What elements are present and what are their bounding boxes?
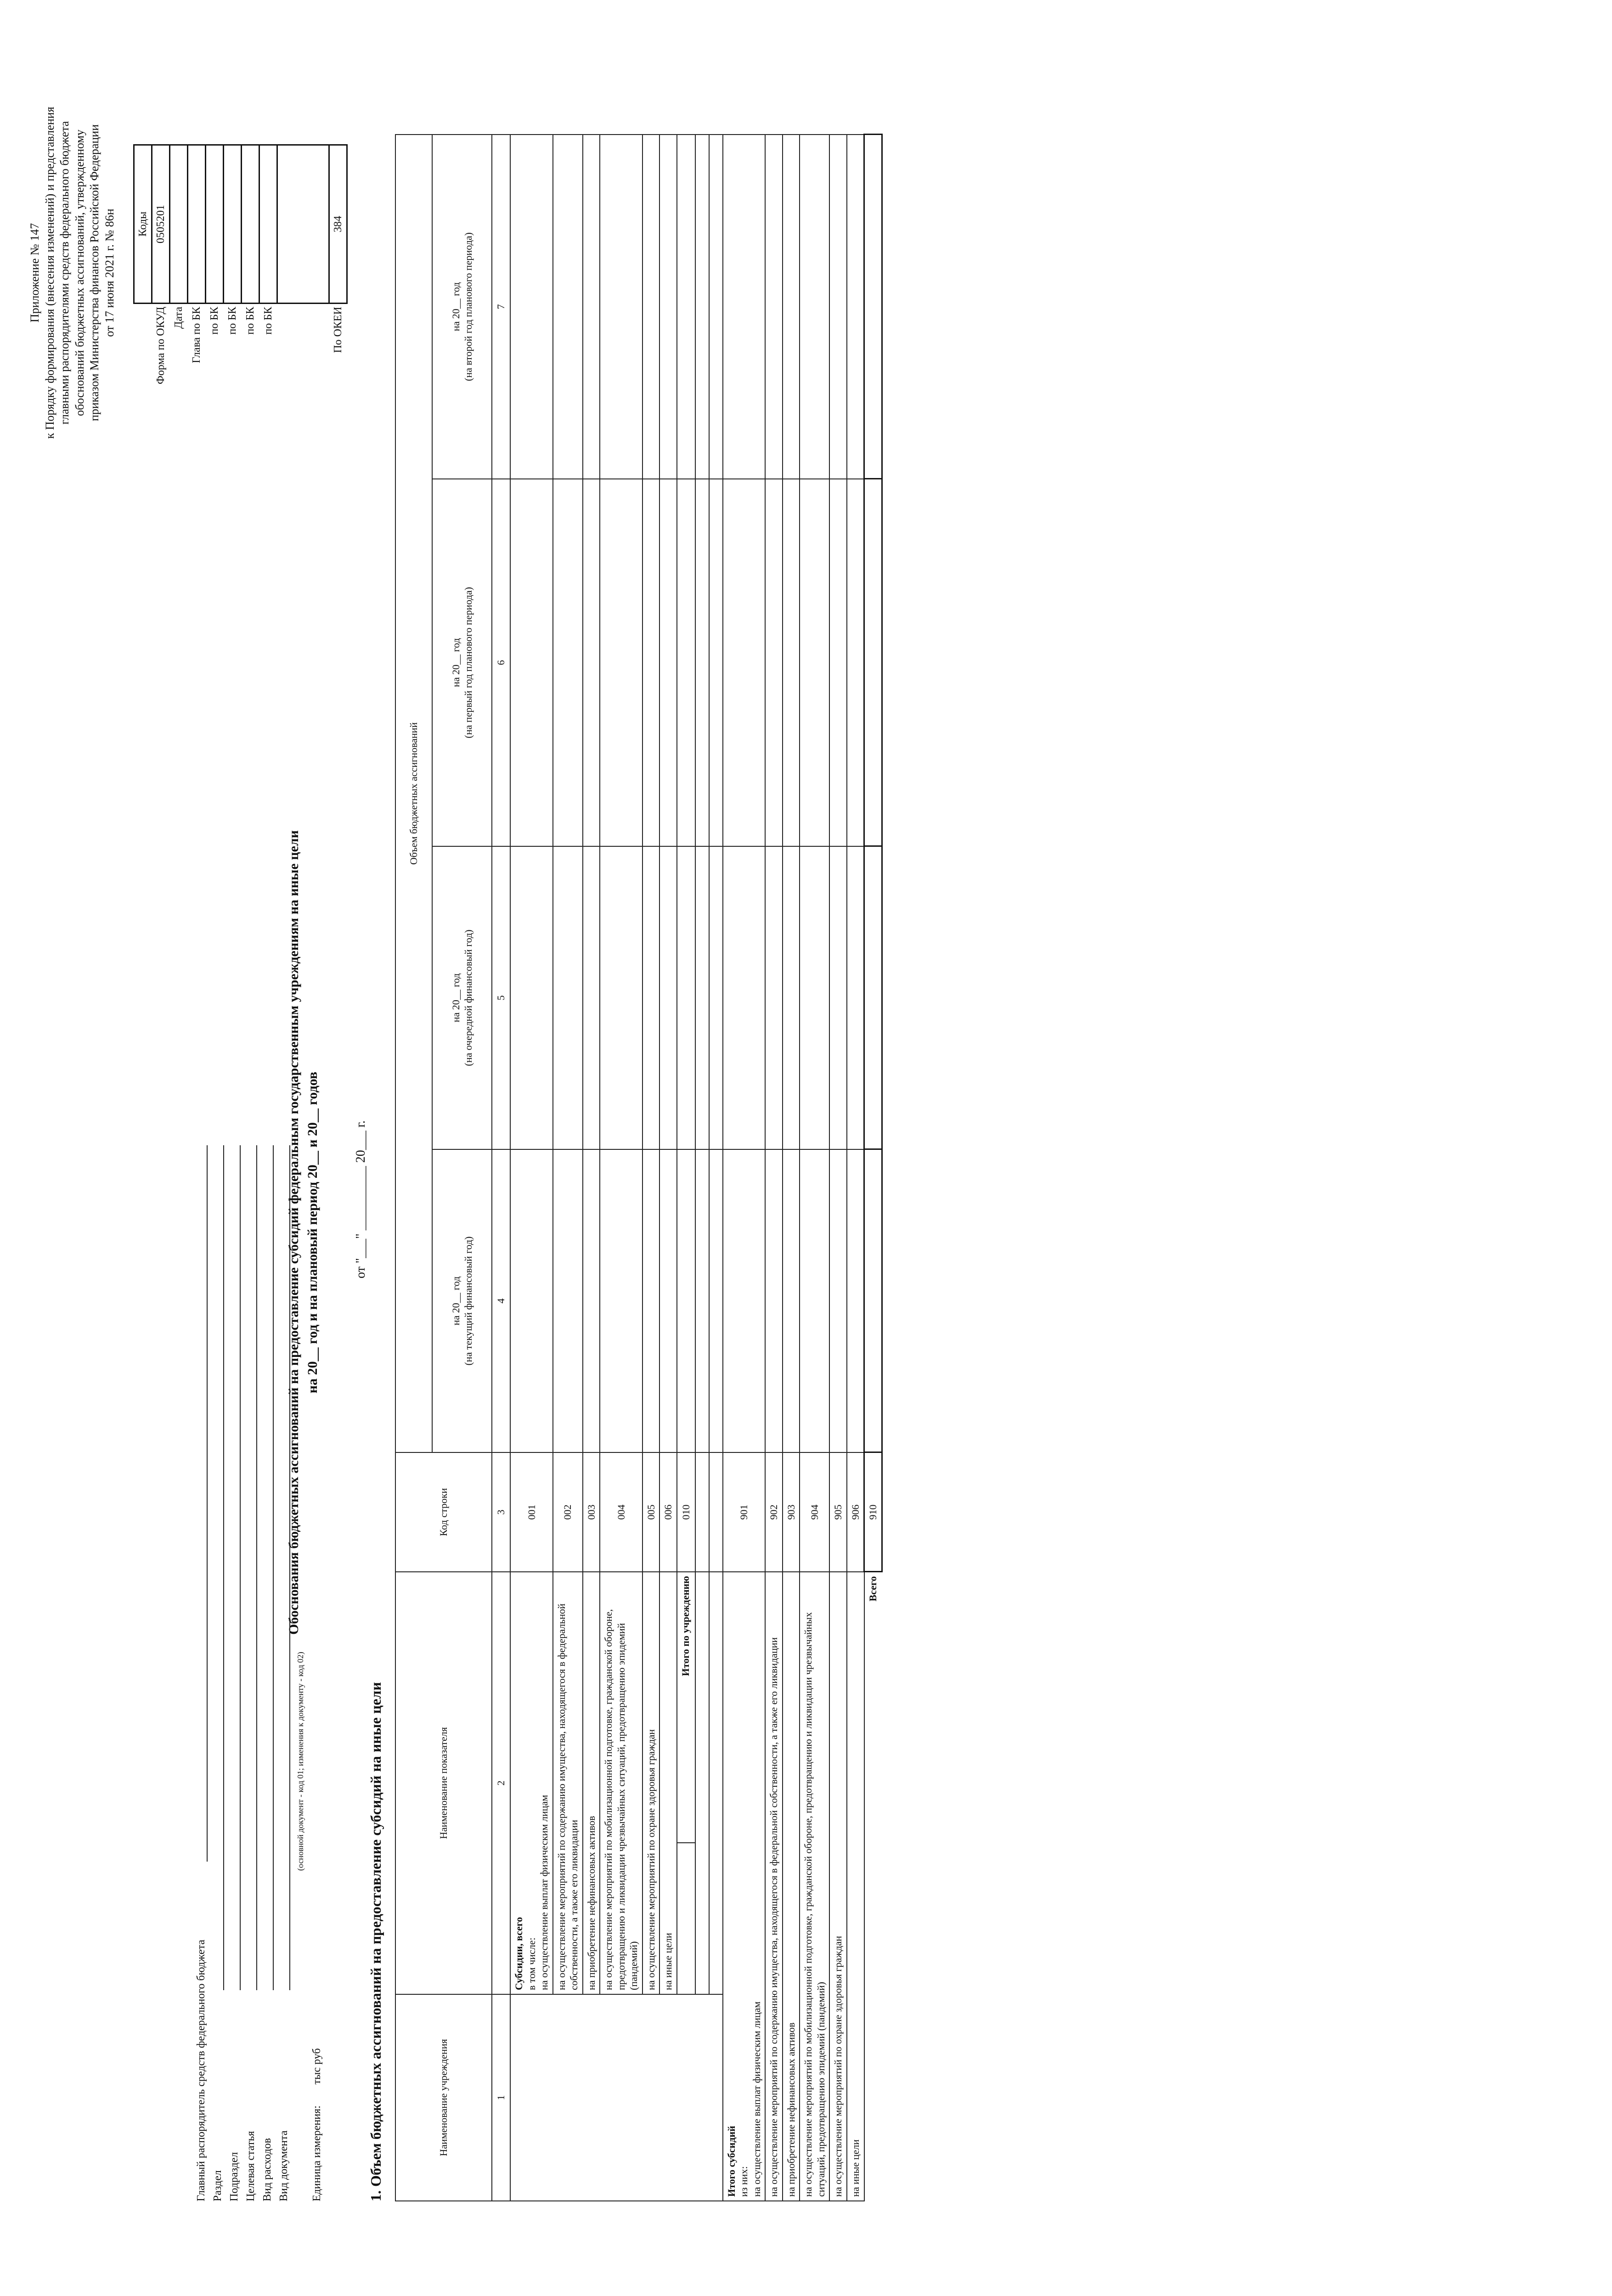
glava-bk-value[interactable] xyxy=(188,145,206,304)
header-row-code: Код строки xyxy=(395,1452,492,1572)
unit-value: тыс руб xyxy=(311,2048,323,2085)
doctype-field-line[interactable] xyxy=(289,1145,290,1990)
bk-label: по БК xyxy=(208,307,220,335)
grbs-field-line[interactable] xyxy=(207,1145,208,1862)
header-year-current: на 20__ год (на текущий финансовый год) xyxy=(432,1149,492,1452)
table-row: Субсидии, всего в том числе: на осуществление выплат физическим лицам 001 xyxy=(510,135,553,2201)
institution-name-cell[interactable] xyxy=(510,1994,723,2201)
table-row: на осуществление мероприятий по содержанию имущества, находящегося в федеральной собственности, а также его ликвидации 002 xyxy=(553,135,583,2201)
main-table-wrap xyxy=(395,134,883,2202)
table-row: на осуществление мероприятий по охране здоровья граждан 905 xyxy=(829,135,847,2201)
expense-field-line[interactable] xyxy=(273,1145,274,1990)
document-title xyxy=(285,658,322,1806)
bk-label: по БК xyxy=(262,307,274,335)
podrazdel-field-line[interactable] xyxy=(240,1145,241,1990)
meta-field-doc-type: Вид документа xyxy=(278,2130,290,2201)
target-field-line[interactable] xyxy=(256,1145,257,1990)
header-year-next: на 20__ год (на очередной финансовый год) xyxy=(432,846,492,1149)
header-year-plan2: на 20__ год (на второй год планового периода) xyxy=(432,135,492,479)
meta-field-expense-type: Вид расходов xyxy=(261,2138,273,2201)
header-volume-group: Объем бюджетных ассигнований xyxy=(395,135,432,1452)
okei-value[interactable]: 384 xyxy=(329,145,347,304)
date-code-label: Дата xyxy=(172,307,185,329)
unit-label: Единица измерения: xyxy=(311,2105,323,2201)
bk-value[interactable] xyxy=(206,145,224,304)
header-institution: Наименование учреждения xyxy=(395,1994,492,2201)
unit-row xyxy=(309,1652,325,2201)
column-numbers-row: 1 2 3 4 5 6 7 xyxy=(492,135,510,2201)
appendix-line: приказом Министерства финансов Российской Федерации xyxy=(88,124,101,422)
header-indicator: Наименование показателя xyxy=(395,1572,492,1994)
title-line-2: на 20__ год и на плановый период 20__ и 20__ годов xyxy=(304,1071,320,1394)
table-row: на приобретение нефинансовых активов 903 xyxy=(783,135,800,2201)
bk-label: по БК xyxy=(244,307,256,335)
section-title: 1. Объем бюджетных ассигнований на предоставление субсидий на иные цели xyxy=(367,1682,384,2201)
appendix-title: Приложение № 147 xyxy=(28,223,41,323)
title-line-1: Обоснования бюджетных ассигнований на предоставление субсидий федеральным государственным учреждениям на иные цели xyxy=(286,830,301,1635)
document-date: от "___" __________ 20___ г. xyxy=(354,1120,368,1278)
appendix-line: от 17 июня 2021 г. № 86н xyxy=(102,208,116,337)
bk-value[interactable] xyxy=(224,145,242,304)
okud-value[interactable]: 0505201 xyxy=(152,145,170,304)
meta-field-target: Целевая статья xyxy=(245,2131,257,2201)
glava-bk-label: Глава по БК xyxy=(190,307,203,363)
okei-label: По ОКЕИ xyxy=(332,307,344,353)
table-row: на приобретение нефинансовых активов 003 xyxy=(583,135,600,2201)
meta-field-razdel: Раздел xyxy=(212,2170,224,2201)
meta-field-podrazdel: Подраздел xyxy=(228,2152,240,2201)
bk-value[interactable] xyxy=(242,145,259,304)
doc-type-note: (основной документ - код 01; изменения к документу - код 02) xyxy=(296,1652,305,1871)
institution-total-row: Итого по учреждению 010 xyxy=(677,135,695,2201)
razdel-field-line[interactable] xyxy=(223,1145,224,1990)
appendix-line: к Порядку формирования (внесения изменений) и представления xyxy=(43,107,56,439)
table-row: на иные цели 006 xyxy=(659,135,677,2201)
subsidy-total-row: Итого субсидий из них: на осуществление выплат физическим лицам 901 xyxy=(723,135,766,2201)
meta-block xyxy=(193,1652,325,2201)
bk-label: по БК xyxy=(226,307,238,335)
date-code-value[interactable] xyxy=(170,145,188,304)
okud-label: Форма по ОКУД xyxy=(154,307,167,384)
table-row: на осуществление мероприятий по мобилизационной подготовке, гражданской обороне, предотвращению и ликвидации чрезвычайных ситуаций, предотвращению эпидемий (пандемий) 004 xyxy=(600,135,643,2201)
appendix-line: главными распорядителями средств федерального бюджета xyxy=(58,121,71,425)
codes-table xyxy=(133,144,348,466)
totals-table xyxy=(722,134,883,2202)
codes-header: Коды xyxy=(134,145,152,304)
table-row: на осуществление мероприятий по мобилизационной подготовке, гражданской обороне, предотвращению и ликвидации чрезвычайных ситуаций, предотвращению эпидемий (пандемий) 904 xyxy=(800,135,829,2201)
header-year-plan1: на 20__ год (на первый год планового периода) xyxy=(432,479,492,846)
meta-field-grbs: Главный распорядитель средств федерального бюджета xyxy=(195,1940,207,2201)
bk-value[interactable] xyxy=(259,145,277,304)
appendix-block xyxy=(28,25,117,521)
table-row: на иные цели 906 xyxy=(847,135,864,2201)
grand-total-row: Всего 910 xyxy=(864,135,882,2201)
main-table xyxy=(395,134,723,2201)
appendix-line: обоснований бюджетных ассигнований, утвержденному xyxy=(73,129,86,416)
table-row: на осуществление мероприятий по охране здоровья граждан 005 xyxy=(643,135,660,2201)
table-row: на осуществление мероприятий по содержанию имущества, находящегося в федеральной собственности, а также его ликвидации 902 xyxy=(765,135,783,2201)
